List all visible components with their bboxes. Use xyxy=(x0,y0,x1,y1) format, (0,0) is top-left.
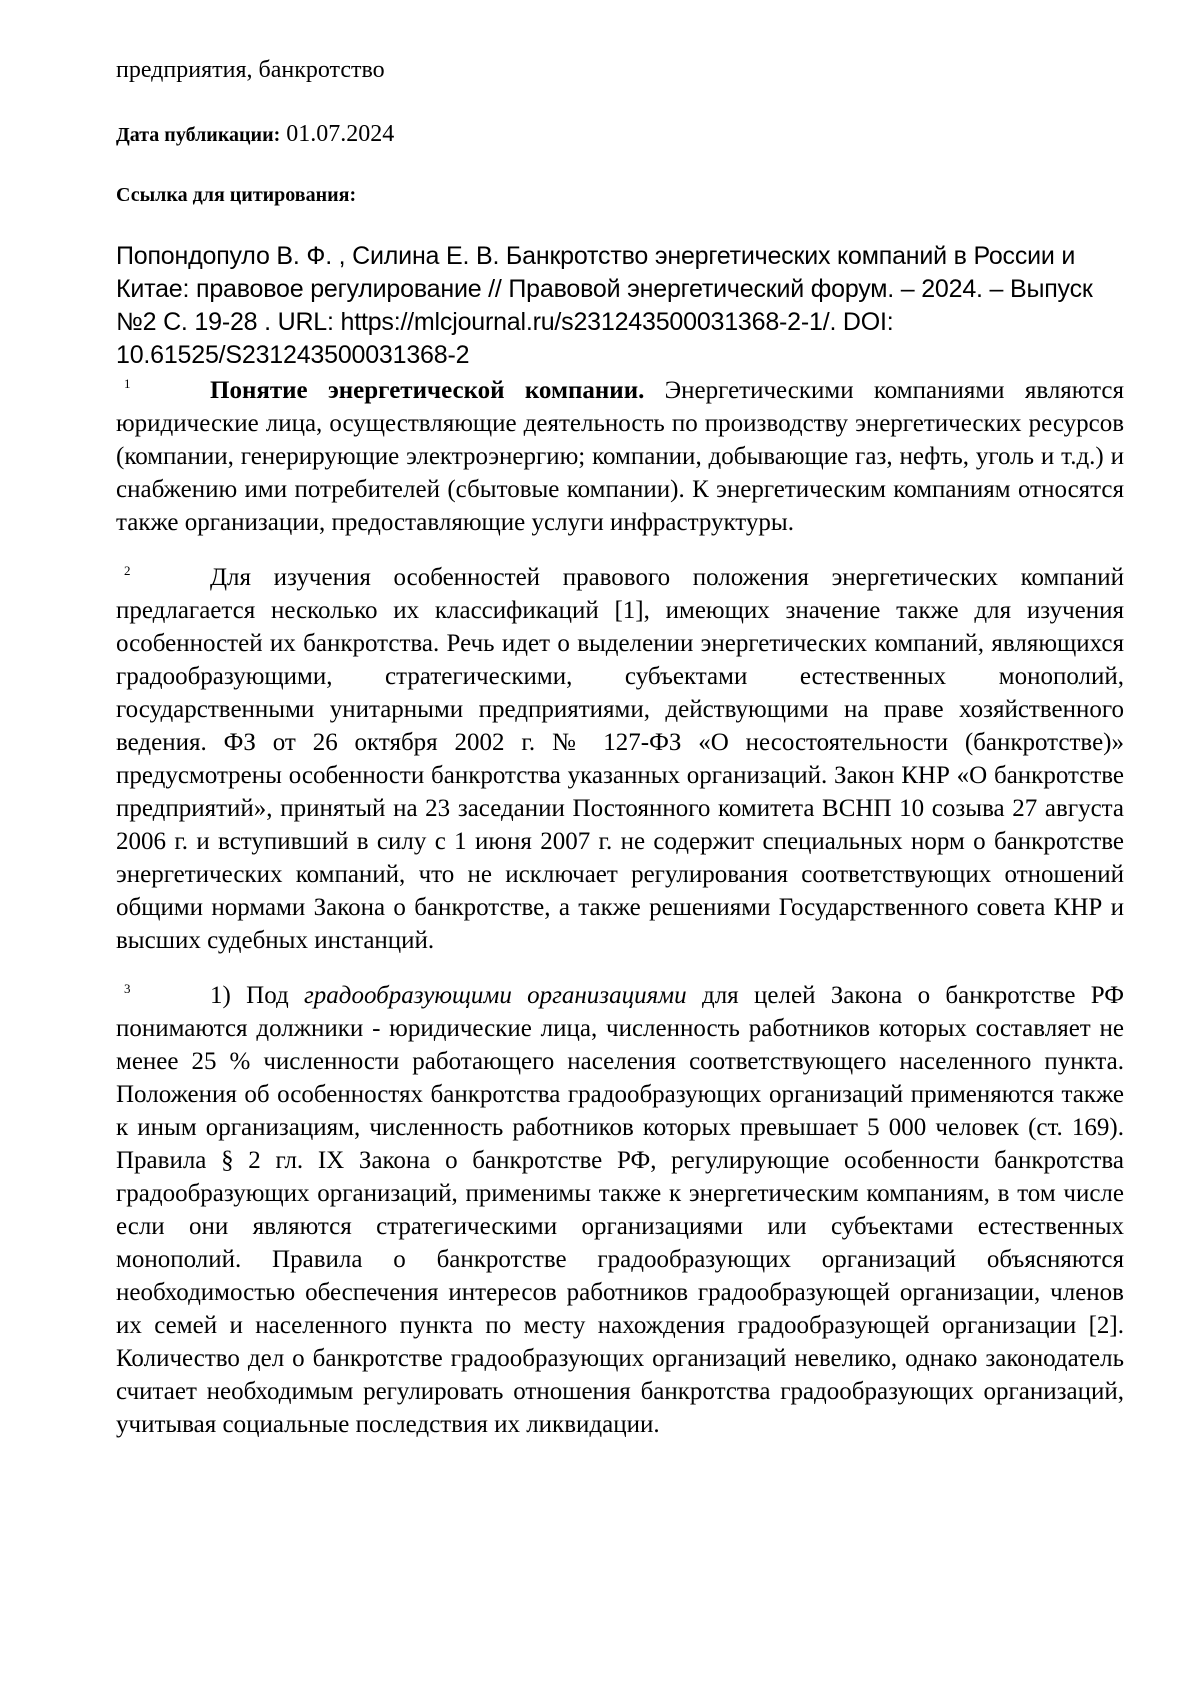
publication-date-label: Дата публикации: xyxy=(116,124,281,146)
paragraph-lead: Понятие энергетической компании. xyxy=(210,377,645,404)
paragraph-number: 1 xyxy=(124,376,131,391)
paragraph-number: 3 xyxy=(124,981,131,996)
paragraph-2 xyxy=(116,561,1124,957)
paragraph-3 xyxy=(116,979,1124,1441)
citation-label: Ссылка для цитирования: xyxy=(116,184,357,206)
paragraph-text-after: для целей Закона о банкротстве РФ понимаются должники - юридические лица, численность работников которых составляет не менее 25 % численности работающего населения соответствующего населенного пункта. Положения об особенностях банкротства градообразующих организаций применяются также к иным организациям, численность работников которых превышает 5 000 человек (ст. 169). Правила § 2 гл. IX Закона о банкротстве РФ, регулирующие особенности банкротства градообразующих организаций, применимы также к энергетическим компаниям, в том числе если они являются стратегическими организациями или субъектами естественных монополий. Правила о банкротстве градообразующих организаций объясняются необходимостью обеспечения интересов работников градообразующей организации, членов их семей и населенного пункта по месту нахождения градообразующей организации [2]. Количество дел о банкротстве градообразующих организаций невелико, однако законодатель считает необходимым регулировать отношения банкротства градообразующих организаций, учитывая социальные последствия их ликвидации. xyxy=(116,982,1124,1438)
paragraph-text: Для изучения особенностей правового положения энергетических компаний предлагается несколько их классификаций [1], имеющих значение также для изучения особенностей их банкротства. Речь идет о выделении энергетических компаний, являющихся градообразующими, стратегическими, субъектами естественных монополий, государственными унитарными предприятиями, действующими на праве хозяйственного ведения. ФЗ от 26 октября 2002 г. № 127-ФЗ «О несостоятельности (банкротстве)» предусмотрены особенности банкротства указанных организаций. Закон КНР «О банкротстве предприятий», принятый на 23 заседании Постоянного комитета ВСНП 10 созыва 27 августа 2006 г. и вступивший в силу с 1 июня 2007 г. не содержит специальных норм о банкротстве энергетических компаний, что не исключает регулирования соответствующих отношений общими нормами Закона о банкротстве, а также решениями Государственного совета КНР и высших судебных инстанций. xyxy=(116,564,1124,954)
keywords-tail: предприятия, банкротство xyxy=(116,57,385,83)
document-page xyxy=(116,55,1124,1441)
publication-date xyxy=(116,119,1124,150)
paragraph-text: Энергетическими компаниями являются юридические лица, осуществляющие деятельность по производству энергетических ресурсов (компании, генерирующие электроэнергию; компании, добывающие газ, нефть, уголь и т.д.) и снабжению ими потребителей (сбытовые компании). К энергетическим компаниям относятся также организации, предоставляющие услуги инфраструктуры. xyxy=(116,377,1124,536)
publication-date-value: 01.07.2024 xyxy=(286,121,395,147)
paragraph-text-before: 1) Под xyxy=(210,982,305,1009)
italic-term: градообразующими организациями xyxy=(304,982,687,1009)
citation-text: Попондопуло В. Ф. , Силина Е. В. Банкротство энергетических компаний в России и Китае: правовое регулирование // Правовой энергетический форум. – 2024. – Выпуск №2 С. 19-28 . URL: https://mlcjournal.ru/s231243500031368-2-1/. DOI: 10.61525/S231243500031368-2 xyxy=(116,242,1093,369)
paragraph-number: 2 xyxy=(124,563,131,578)
paragraph-1 xyxy=(116,374,1124,539)
